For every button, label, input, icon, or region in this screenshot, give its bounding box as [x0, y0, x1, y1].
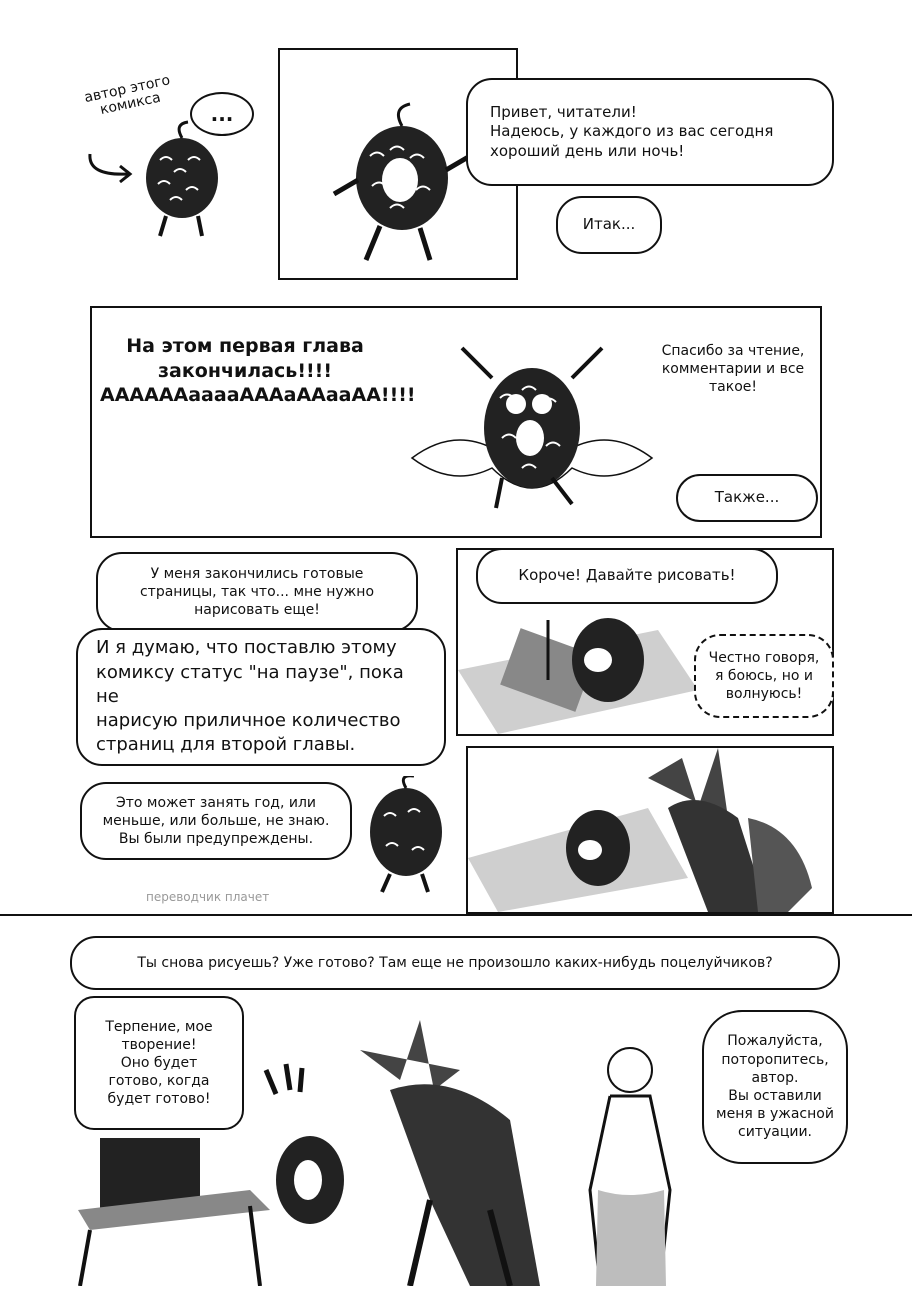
bottom-scene-icon [70, 1010, 710, 1286]
drawing-character-icon [458, 610, 698, 734]
honest-bubble: Честно говоря, я боюсь, но и волнуюсь! [694, 634, 834, 718]
panel-visitor [466, 746, 834, 914]
so-bubble: Итак... [556, 196, 662, 254]
cheering-character-icon [320, 90, 480, 270]
shrugging-character-icon [352, 776, 462, 896]
greeting-bubble: Привет, читатели! Надеюсь, у каждого из вас сегодня хороший день или ночь! [466, 78, 834, 186]
no-pages-bubble: У меня закончились готовые страницы, так что... мне нужно нарисовать еще! [96, 552, 418, 632]
lets-draw-bubble: Короче! Давайте рисовать! [476, 548, 778, 604]
also-bubble: Также... [676, 474, 818, 522]
translator-note: переводчик плачет [146, 890, 270, 904]
visitor-scene-icon [468, 748, 832, 912]
patience-bubble: Терпение, мое творение! Оно будет готово, когда будет готово! [74, 996, 244, 1130]
question-bubble: Ты снова рисуешь? Уже готово? Там еще не произошло каких-нибудь поцелуйчиков? [70, 936, 840, 990]
chapter-end-shout: На этом первая глава закончилась!!!! ААААААааааАААаААааАА!!!! [100, 335, 416, 407]
maybe-year-bubble: Это может занять год, или меньше, или больше, не знаю. Вы были предупреждены. [80, 782, 352, 860]
author-label: автор этого комикса [82, 72, 172, 119]
pause-bubble: И я думаю, что поставлю этому комиксу статус "на паузе", пока не нарисую приличное количество страниц для второй главы. [76, 628, 446, 766]
dots-bubble: ... [190, 92, 254, 136]
please-bubble: Пожалуйста, поторопитесь, автор. Вы оставили меня в ужасной ситуации. [702, 1010, 848, 1164]
divider-line [0, 914, 912, 916]
shouting-character-icon [392, 318, 672, 528]
author-character-icon [130, 120, 230, 240]
thanks-bubble: Спасибо за чтение, комментарии и все такое! [661, 342, 805, 396]
